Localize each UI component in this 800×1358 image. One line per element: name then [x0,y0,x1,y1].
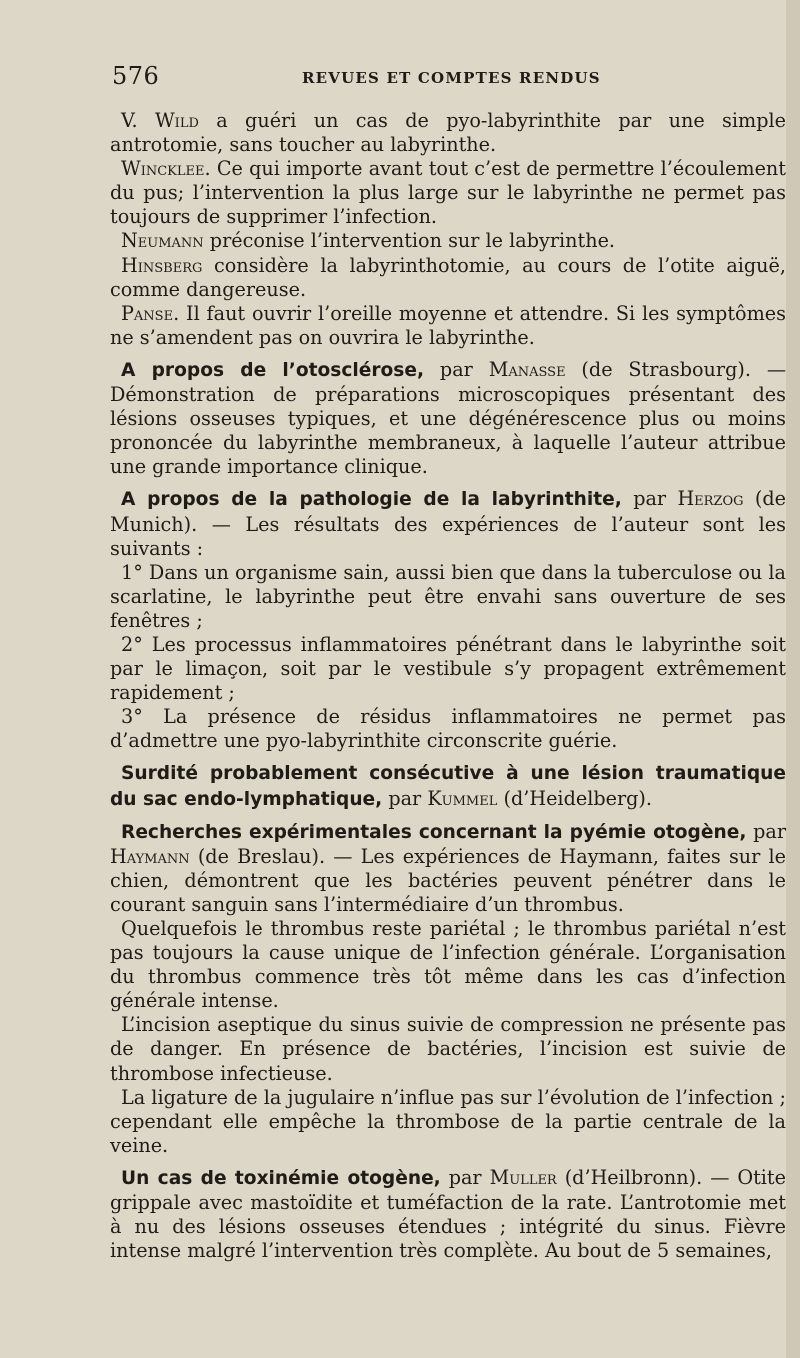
paragraph-text: Il faut ouvrir l’oreille moyenne et attendre. Si les symptômes ne s’amendent pas on ouvrira le labyrinthe. [110,301,786,349]
paragraph-text: (de Munich). — Les résultats des expériences de l’auteur sont les suivants : [110,487,786,560]
author-name: Hinsberg [121,253,203,277]
section-pathologie [110,487,786,560]
paragraph-wild [110,109,786,157]
paragraph-text: (de Breslau). — Les expériences de Haymann, faites sur le chien, démontrent que les bactéries peuvent pénétrer dans le courant sanguin sans l’intermédiaire d’un thrombus. [110,844,786,916]
par-word: par [621,487,678,511]
author-name: Manasse [488,357,566,381]
section-heading: A propos de la pathologie de la labyrinthite, [121,489,622,511]
list-item: 2° Les processus inflammatoires pénétrant dans le labyrinthe soit par le limaçon, soit par le vestibule s’y propagent extrêmement rapidement ; [110,632,786,705]
list-item: 1° Dans un organisme sain, aussi bien que dans la tuberculose ou la scarlatine, le labyrinthe peut être envahi sans ouverture de ses fenêtres ; [110,560,786,632]
page-header [112,62,784,102]
author-name: Wincklee. [121,157,211,181]
section-surdite [110,761,786,811]
paragraph-text: préconise l’intervention sur le labyrinthe. [203,229,616,253]
section-heading: Un cas de toxinémie otogène, [121,1167,441,1189]
article-body [110,109,786,1263]
par-word: par [382,786,428,810]
paragraph-text: (de Strasbourg). — Démonstration de préparations microscopiques présentant des lésions osseuses typiques, et une dégénérescence plus ou moins prononcée du labyrinthe membraneux, à laquelle l’auteur attribue une grande importance clinique. [110,357,787,479]
section-recherches [110,820,786,917]
paragraph-wincklee [110,157,786,229]
paragraph-text: a guéri un cas de pyo-labyrinthite par une simple antrotomie, sans toucher au labyrinthe. [110,109,786,157]
par-word: par [440,1165,490,1189]
author-name: Neumann [121,229,204,253]
section-heading: Recherches expérimentales concernant la pyémie otogène, [121,821,747,843]
paragraph: La ligature de la jugulaire n’influe pas sur l’évolution de l’infection ; cependant elle empêche la thrombose de la partie centrale de la veine. [110,1085,786,1157]
author-name: Muller [489,1165,557,1189]
section-otosclerose [110,358,786,479]
paragraph-text: Ce qui importe avant tout c’est de permettre l’écoulement du pus; l’intervention la plus large sur le labyrinthe ne permet pas toujours de supprimer l’infection. [110,157,786,229]
running-title: REVUES ET COMPTES RENDUS [302,69,601,87]
page-number: 576 [112,62,160,90]
author-name: Panse. [121,301,180,325]
author-name: V. Wild [121,109,199,132]
par-word: par [424,357,489,381]
section-toxinemie [110,1166,786,1263]
author-name: Haymann [110,844,190,868]
paragraph: L’incision aseptique du sinus suivie de compression ne présente pas de danger. En présence de bactéries, l’incision est suivie de thrombose infectieuse. [110,1013,786,1085]
section-heading: A propos de l’otosclérose, [121,359,425,381]
paragraph-text: (d’Heidelberg). [497,786,653,810]
paragraph-text: (d’Heilbronn). — Otite grippale avec mastoïdite et tuméfaction de la rate. L’antrotomie met à nu des lésions osseuses étendues ; intégrité du sinus. Fièvre intense malgré l’intervention très complète. Au bout de 5 semaines, [110,1165,786,1263]
page-edge-shadow [786,0,800,1358]
paragraph-hinsberg [110,254,786,302]
paragraph: Quelquefois le thrombus reste pariétal ; le thrombus pariétal n’est pas toujours la cause unique de l’infection générale. L’organisation du thrombus commence très tôt même dans les cas d’infection générale intense. [110,917,786,1013]
paragraph-text: considère la labyrinthotomie, au cours de l’otite aiguë, comme dangereuse. [110,253,786,301]
author-name: Kummel [427,786,498,810]
author-name: Herzog [677,487,744,511]
paragraph-neumann [110,229,786,253]
par-word: par [746,819,786,843]
paragraph-panse [110,302,786,350]
list-item: 3° La présence de résidus inflammatoires ne permet pas d’admettre une pyo-labyrinthite circonscrite guérie. [110,705,786,753]
section-heading: Surdité probablement consécutive à une lésion traumatique du sac endo-lymphatique, [110,763,786,810]
